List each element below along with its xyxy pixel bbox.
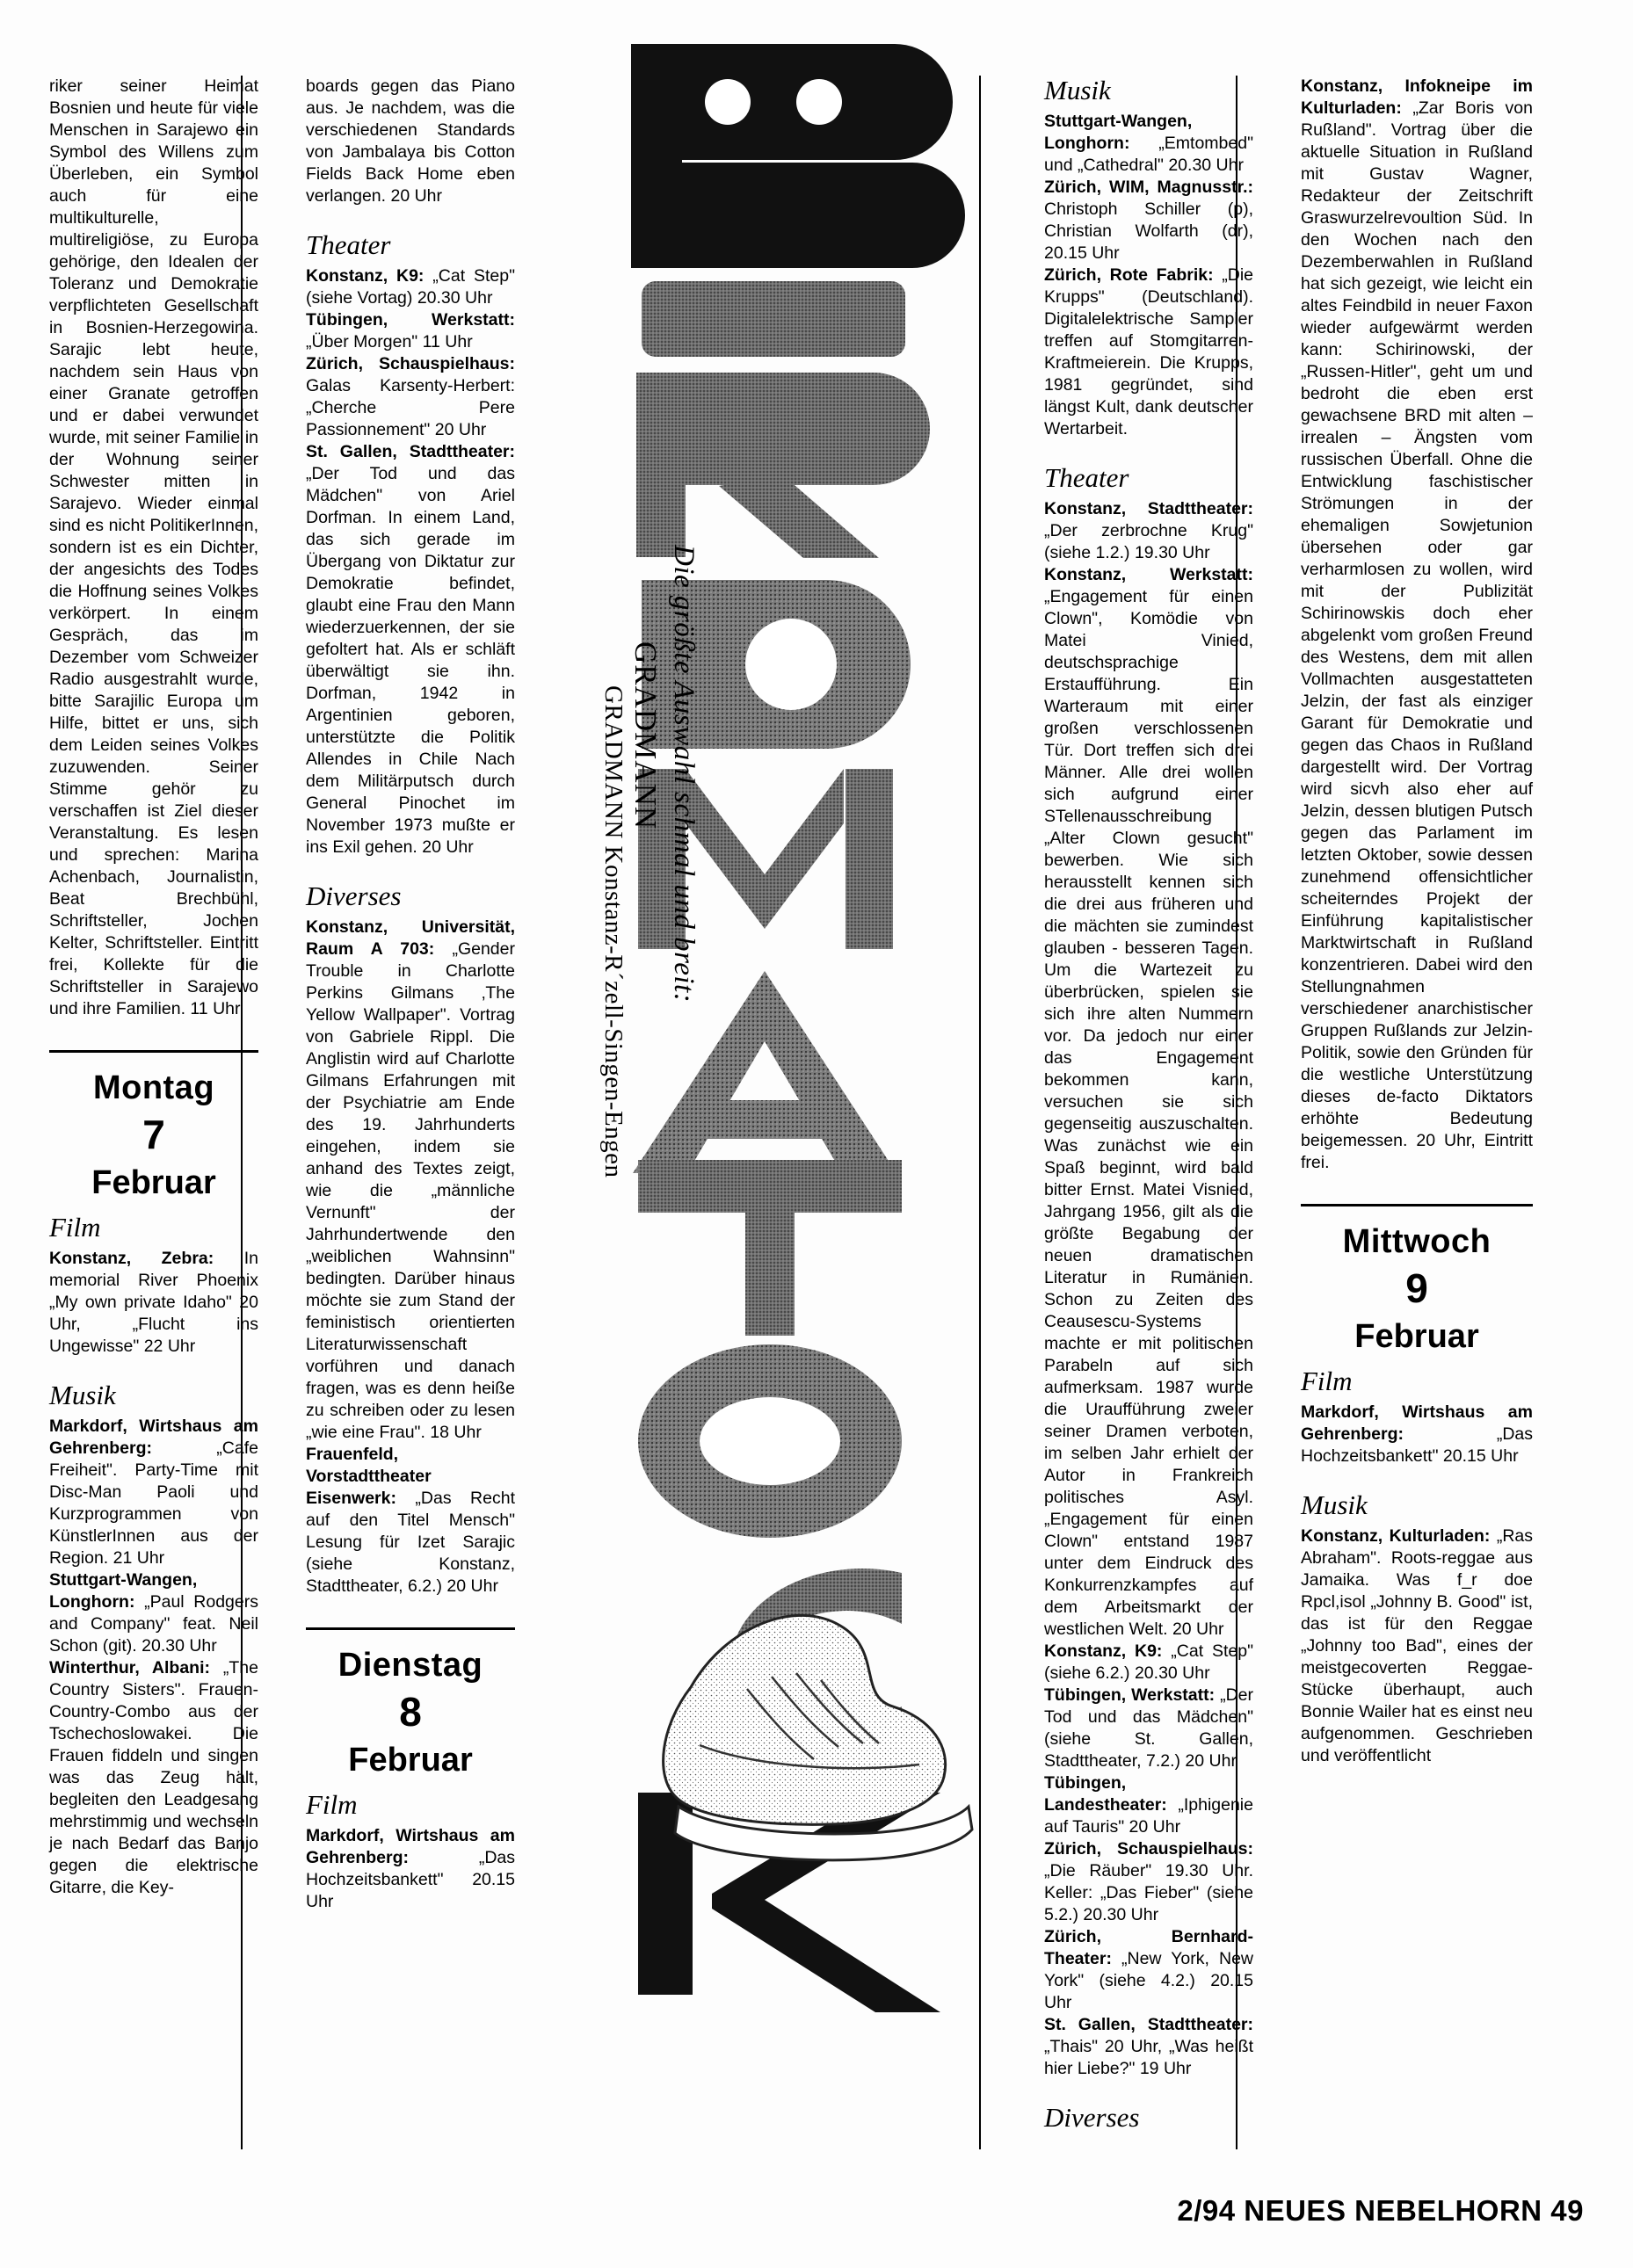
listing-text: „Das Recht auf den Titel Mensch" Lesung für Izet Sarajic (siehe Konstanz, Stadttheater, 6.2.) 20 Uhr — [306, 1489, 515, 1596]
listing-text: „Der Tod und das Mädchen" von Ariel Dorfman. In einem Land, das sich gerade im Übergang von Diktatur zur Demokratie befindet, glaubt eine Frau den Mann wiederzuerkennen, der sie gefoltert hat. Als er schläft überwältigt sie ihn. Dorfman, 1942 in Argentinien geboren, unterstützte die Politik Allendes in Chile Nach dem Militärputsch durch General Pinochet im November 1973 mußte er ins Exil gehen. 20 Uhr — [306, 464, 515, 857]
listing-entry — [1044, 498, 1253, 564]
listing-text: „Die Räuber" 19.30 Uhr. Keller: „Das Fieber" (siehe 5.2.) 20.30 Uhr — [1044, 1861, 1253, 1924]
advert-caption-title: Die größte Auswahl schmal und breit: — [668, 545, 700, 1004]
listing-venue: Zürich, Schauspielhaus: — [306, 354, 515, 373]
listing-entry — [49, 1657, 258, 1899]
listing-venue: Konstanz, Zebra: — [49, 1249, 214, 1268]
day-rule — [306, 1627, 515, 1630]
listing-entry — [1044, 1926, 1253, 2014]
listing-venue: Konstanz, Werkstatt: — [1044, 565, 1253, 584]
listing-text: „Cafe Freiheit". Party-Time mit Disc-Man Paoli und Kurzprogrammen von KünstlerInnen aus der Region. 21 Uhr — [49, 1438, 258, 1568]
day-number: 8 — [399, 1689, 422, 1735]
listing-entry — [1044, 1641, 1253, 1685]
listing-entry — [306, 1825, 515, 1913]
section-heading-musik: Musik — [1301, 1489, 1368, 1520]
day-weekday: Montag — [92, 1069, 215, 1106]
listing-venue: Konstanz, Kulturladen: — [1301, 1526, 1491, 1546]
listing-entry — [1044, 1838, 1253, 1926]
page-footer: 2/94 NEUES NEBELHORN 49 — [1177, 2194, 1584, 2227]
day-weekday: Mittwoch — [1342, 1223, 1491, 1260]
listing-venue: Tübingen, Landestheater: — [1044, 1773, 1167, 1815]
column-1 — [49, 76, 258, 1899]
section-heading-film: Film — [306, 1789, 358, 1820]
day-heading-tuesday — [306, 1627, 515, 1781]
listing-venue: Markdorf, Wirtshaus am Gehrenberg: — [49, 1417, 258, 1458]
listing-venue: Konstanz, Universität, Raum A 703: — [306, 917, 515, 959]
listing-text: „New York, New York" (siehe 4.2.) 20.15 Uhr — [1044, 1949, 1253, 2012]
day-weekday: Dienstag — [337, 1647, 483, 1684]
listing-text: „Gender Trouble in Charlotte Perkins Gilmans ‚The Yellow Wallpaper". Vortrag von Gabriele Rippl. Die Anglistin wird auf Charlotte Gilmans Erfahrungen mit der Psychiatrie am Ende des 19. Jahrhunderts eingehen, indem sie anhand des Textes zeigt, wie die „männliche Vernunft" der Jahrhundertwende den „weiblichen Wahnsinn" bedingten. Darüber hinaus möchte sie zum Stand der feministisch orientierten Literaturwissenschaft vorführen und danach fragen, was es denn heiße zu schreiben oder zu lesen „wie eine Frau". 18 Uhr — [306, 939, 515, 1442]
col2-continued-text: boards gegen das Piano aus. Je nachdem, was die verschiedenen Standards von Jambalaya bis Cotton Fields Back Home eben verlangen. 20 Uhr — [306, 76, 515, 206]
listing-venue: Zürich, Bernhard-Theater: — [1044, 1927, 1253, 1968]
day-number: 9 — [1405, 1265, 1428, 1311]
listing-venue: Tübingen, Werkstatt: — [306, 310, 515, 330]
listing-text: „Ras Abraham". Roots-reggae aus Jamaika. Was f_r doe Rpcl,isol „Johnny B. Good" ist, das ist für den Reggae „Johnny too Bad", eines der meistgecoverten Reggae-Stücke überhaupt, auch Bonnie Wailer hat es einst neu aufgenommen. Geschrieben und veröffentlicht — [1301, 1526, 1534, 1765]
section-heading-film: Film — [49, 1212, 101, 1243]
listing-entry — [1044, 1685, 1253, 1772]
listing-venue: Zürich, WIM, Magnusstr.: — [1044, 178, 1253, 197]
listing-text: „Der Tod und das Mädchen" (siehe St. Gallen, Stadttheater, 7.2.) 20 Uhr — [1044, 1685, 1253, 1771]
column-2 — [306, 76, 515, 1913]
listing-venue: Markdorf, Wirtshaus am Gehrenberg: — [1301, 1402, 1533, 1444]
column-4 — [1301, 76, 1533, 1767]
article-columns — [49, 76, 1596, 2149]
listing-text: „Paul Rodgers and Company" feat. Neil Schon (git). 20.30 Uhr — [49, 1592, 258, 1656]
listing-entry — [1044, 264, 1253, 440]
listing-venue: St. Gallen, Stadttheater: — [1044, 2015, 1253, 2034]
day-heading-monday — [49, 1050, 258, 1204]
listing-entry — [306, 441, 515, 859]
section-heading-diverses: Diverses — [306, 880, 402, 911]
listing-text: „Zar Boris von Rußland". Vortrag über die aktuelle Situation in Rußland mit Gustav Wagner, Redakteur der Zeitschrift Graswurzelrevoultion Süd. In den Wochen nach den Dezemberwahlen in Rußland hat sich gezeigt, wie leicht ein altes Feindbild in neuer Faxon wieder aufgewärmt werden kann: Schirinowski, der „Russen-Hitler", geht um und bedroht die eben erst gewachsene BRD mit alten – irrealen – Ängsten vom russischen Überfall. Ohne die Entwicklung faschistischer Strömungen in der ehemaligen Sowjetunion übersehen oder gar verharmlosen zu wollen, wird mit der Publizität Schirinowskis doch eher abgelenkt vom großen Freund des Westens, dem mit allen Vollmachten ausgestatteten Jelzin, der fast als einziger Garant für Demokratie und gegen das Chaos in Rußland dargestellt wird. Der Vortrag wird sicvh also eher auf Jelzin, dessen blutigen Putsch gegen das Parlament im letzten Oktober, sowie dessen zunehmend offensichtlicher scheiterndes Projekt der Einführung kapitalistischer Marktwirtschaft in Rußland konzentrieren. Dabei wird den Stellungnahmen verschiedener anarchistischer Gruppen Rußlands zur Jelzin-Politik, sowie den Gründen für die westliche Unterstützung dieses de-facto Diktators erhöhte Bedeutung beigemessen. 20 Uhr, Eintritt frei. — [1301, 98, 1533, 1172]
section-heading-musik: Musik — [1044, 75, 1111, 105]
listing-entry — [1301, 76, 1533, 1174]
listing-entry — [306, 265, 515, 309]
listing-text: „Engagement für einen Clown", Komödie von Matei Vinied, deutschsprachige Erstaufführung. Ein Warteraum mit einer großen verschlossenen Tür. Dort treffen sich drei Männer. Alle drei wollen sich aufgrund einer STellenausschreibung „Alter Clown gesucht" bewerben. Wie sich herausstellt kennen sich die drei aus früheren und die mächten sie zumindest glauben - besseren Tagen. Um die Wartezeit zu überbrücken, spielen sie sich ihre alten Nummern vor. Da jedoch nur einer das Engagement bekommen kann, versuchen sie sich gegenseitig auszuschalten. Was zunächst wie ein Spaß beginnt, wird bald bitter Ernst. Matei Visnied, Jahrgang 1956, gilt als die größte Begabung der neuen dramatischen Literatur in Rumänien. Schon zu Zeiten des Ceausescu-Systems machte er mit politischen Parabeln auf sich aufmerksam. 1987 wurde die Uraufführung zweier seiner Dramen verboten, im selben Jahr erhielt der Autor in Frankreich politisches Asyl. „Engagement für einen Clown" entstand 1987 unter dem Eindruck des Konkurrenzkampfes auf dem Arbeitsmarkt der westlichen Welt. 20 Uhr — [1044, 587, 1253, 1639]
section-heading-theater: Theater — [306, 229, 391, 260]
listing-entry — [1044, 1772, 1253, 1838]
day-month: Februar — [1354, 1318, 1479, 1355]
listing-venue: Stuttgart-Wangen, Longhorn: — [49, 1570, 198, 1612]
listing-text: „Der zerbrochne Krug" (siehe 1.2.) 19.30 Uhr — [1044, 521, 1253, 562]
listing-text: Galas Karsenty-Herbert: „Cherche Pere Passionnement" 20 Uhr — [306, 376, 515, 439]
day-month: Februar — [91, 1164, 216, 1201]
listing-entry — [1044, 2014, 1253, 2080]
listing-venue: Winterthur, Albani: — [49, 1658, 210, 1677]
listing-venue: Tübingen, Werkstatt: — [1044, 1685, 1216, 1705]
listing-entry — [49, 1416, 258, 1569]
listing-venue: Konstanz, K9: — [1044, 1641, 1163, 1661]
advert-caption-brand: GRADMANN — [628, 641, 663, 830]
listing-text: „Das Hochzeitsbankett" 20.15 Uhr — [1301, 1424, 1533, 1466]
day-rule — [49, 1050, 258, 1053]
advert-caption-lines: GRADMANN Konstanz-R´zell-Singen-Engen — [599, 685, 628, 1178]
section-heading-film: Film — [1301, 1366, 1353, 1396]
listing-venue: Markdorf, Wirtshaus am Gehrenberg: — [306, 1826, 515, 1867]
listing-entry — [306, 917, 515, 1444]
listing-entry — [49, 1248, 258, 1358]
listing-text: Christoph Schiller (p), Christian Wolfarth (dr), 20.15 Uhr — [1044, 199, 1253, 263]
listing-text: „Das Hochzeitsbankett" 20.15 Uhr — [306, 1848, 515, 1911]
day-rule — [1301, 1204, 1533, 1206]
listing-text: „Über Morgen" 11 Uhr — [306, 332, 473, 351]
listing-text: „Die Krupps" (Deutschland). Digitalelektrische Sampler treffen auf Stomgitarren-Kraftmeierein. Die Krupps, 1981 gegründet, sind längst Kult, dank deutscher Wertarbeit. — [1044, 265, 1254, 438]
listing-text: „Cat Step" (siehe Vortag) 20.30 Uhr — [306, 266, 515, 308]
listing-venue: Konstanz, Infokneipe im Kulturladen: — [1301, 76, 1533, 118]
day-number: 7 — [142, 1112, 165, 1157]
listing-entry — [1044, 177, 1253, 264]
listing-venue: Zürich, Schauspielhaus: — [1044, 1839, 1253, 1859]
listing-venue: Konstanz, K9: — [306, 266, 425, 286]
listing-text: In memorial River Phoenix „My own private Idaho" 20 Uhr, „Flucht ins Ungewisse" 22 Uhr — [49, 1249, 258, 1356]
listing-entry — [306, 353, 515, 441]
listing-entry — [1301, 1402, 1533, 1467]
listing-venue: Frauenfeld, Vorstadttheater Eisenwerk: — [306, 1445, 432, 1508]
listing-text: „Iphigenie auf Tauris" 20 Uhr — [1044, 1795, 1253, 1837]
listing-text: „Cat Step" (siehe 6.2.) 20.30 Uhr — [1044, 1641, 1253, 1683]
listing-entry — [1301, 1525, 1533, 1767]
listing-entry — [49, 1569, 258, 1657]
section-heading-diverses: Diverses — [1044, 2102, 1140, 2133]
listing-text: „Emtombed" und „Cathedral" 20.30 Uhr — [1044, 134, 1253, 175]
section-heading-musik: Musik — [49, 1380, 116, 1410]
day-heading-wednesday — [1301, 1204, 1533, 1358]
listing-venue: Konstanz, Stadttheater: — [1044, 499, 1253, 518]
listing-venue: Zürich, Rote Fabrik: — [1044, 265, 1214, 285]
listing-entry — [306, 1444, 515, 1598]
listing-venue: St. Gallen, Stadttheater: — [306, 442, 515, 461]
listing-entry — [306, 309, 515, 353]
listing-venue: Stuttgart-Wangen, Longhorn: — [1044, 112, 1193, 153]
listing-text: „Thais" 20 Uhr, „Was heißt hier Liebe?" 19 Uhr — [1044, 2037, 1253, 2078]
section-heading-theater: Theater — [1044, 462, 1129, 493]
column-3 — [1044, 76, 1253, 2138]
listing-entry — [1044, 564, 1253, 1641]
listing-entry — [1044, 111, 1253, 177]
col1-continued-text: riker seiner Heimat Bosnien und heute für viele Menschen in Sarajewo ein Symbol des Willens zum Überleben, ein Symbol auch für eine multikulturelle, multireligiöse, zu Europa gehörige, den Idealen der Toleranz und Demokratie verpflichteten Gesellschaft in Bosnien-Herzegowina. Sarajic lebt heute, nachdem sein Haus von einer Granate getroffen und er dabei verwundet wurde, mit seiner Familie in der Wohnung seiner Schwester mitten in Sarajevo. Wieder einmal sind es nicht PolitikerInnen, sondern ist es ein Dichter, der angesichts des Todes die Hoffnung seines Volkes verkörpert. In einem Gespräch, das im Dezember vom Schweizer Radio ausgestrahlt wurde, bitte Sarajilic Europa um Hilfe, bittet er uns, sich dem Leiden seines Volkes zuzuwenden. Seiner Stimme gehör zu verschaffen ist Ziel dieser Veranstaltung. Es lesen und sprechen: Marina Achenbach, Journalistin, Beat Brechbühl, Schriftsteller, Jochen Kelter, Schriftsteller. Eintritt frei, Kollekte für die Schriftsteller in Sarajewo und ihre Familien. 11 Uhr — [49, 76, 258, 1018]
day-month: Februar — [348, 1742, 473, 1779]
listing-text: „The Country Sisters". Frauen-Country-Combo aus der Tschechoslowakei. Die Frauen fiddeln und singen was das Zeug hält, begleiten den Leadgesang mehrstimmig und wechseln je nach Bedarf das Banjo gegen die elektrische Gitarre, die Key- — [49, 1658, 258, 1897]
